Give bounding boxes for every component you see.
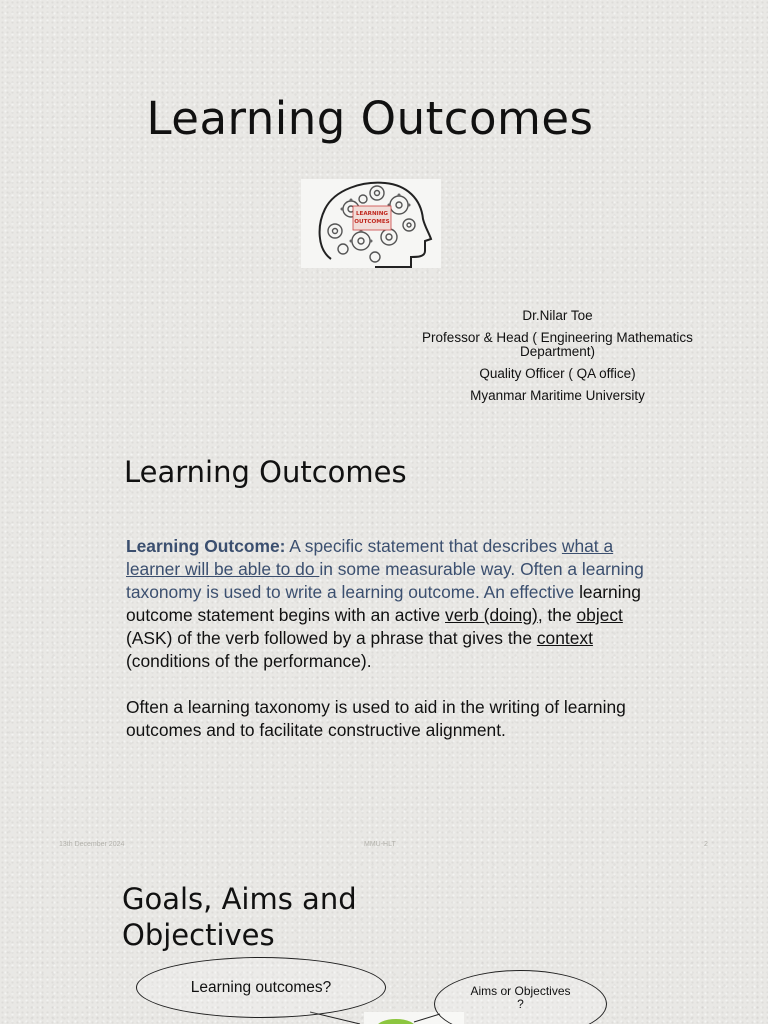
svg-text:LEARNING: LEARNING — [355, 211, 389, 217]
author-block — [405, 309, 710, 411]
slide2-title: Learning Outcomes — [124, 455, 407, 489]
author-position: Professor & Head ( Engineering Mathematics Department) — [422, 330, 693, 359]
author-institution: Myanmar Maritime University — [470, 388, 645, 403]
definition-text — [126, 535, 656, 742]
footer-center: MMU-HLT — [364, 841, 396, 848]
definition-part: (conditions of the performance). — [126, 651, 372, 671]
learning-outcomes-bubble — [136, 957, 386, 1018]
footer-page-number: 2 — [704, 841, 708, 848]
learning-outcomes-bubble-text: Learning outcomes? — [190, 978, 332, 996]
svg-text:OUTCOMES: OUTCOMES — [354, 219, 390, 225]
definition-part: A specific statement that describes — [285, 536, 562, 556]
definition-context: context — [536, 628, 593, 648]
slide1-title: Learning Outcomes — [146, 92, 594, 145]
footer-date: 13th December 2024 — [59, 841, 125, 848]
definition-underlined-part: what a learner will be able to do — [126, 536, 614, 579]
aims-objectives-bubble-text: Aims or Objectives ? — [470, 984, 571, 1011]
taxonomy-paragraph: Often a learning taxonomy is used to aid in the writing of learning outcomes and to facilitate constructive alignment. — [126, 697, 626, 740]
definition-verb: verb (doing) — [445, 605, 538, 625]
slide3-title: Goals, Aims and Objectives — [122, 882, 357, 952]
aims-objectives-bubble — [434, 970, 607, 1024]
author-role: Quality Officer ( QA office) — [479, 366, 636, 381]
author-name: Dr.Nilar Toe — [522, 308, 593, 323]
definition-paragraph — [126, 535, 656, 673]
definition-object: object — [576, 605, 623, 625]
definition-part: learning outcome statement begins with an active — [126, 582, 641, 625]
definition-part: , the — [537, 605, 577, 625]
definition-term: Learning Outcome: — [126, 536, 286, 556]
definition-part: in some measurable way. Often a learning taxonomy is used to write a learning outcome. An effective — [126, 559, 644, 602]
definition-part: (ASK) of the verb followed by a phrase that gives the — [126, 628, 537, 648]
brain-gears-icon — [301, 179, 441, 268]
